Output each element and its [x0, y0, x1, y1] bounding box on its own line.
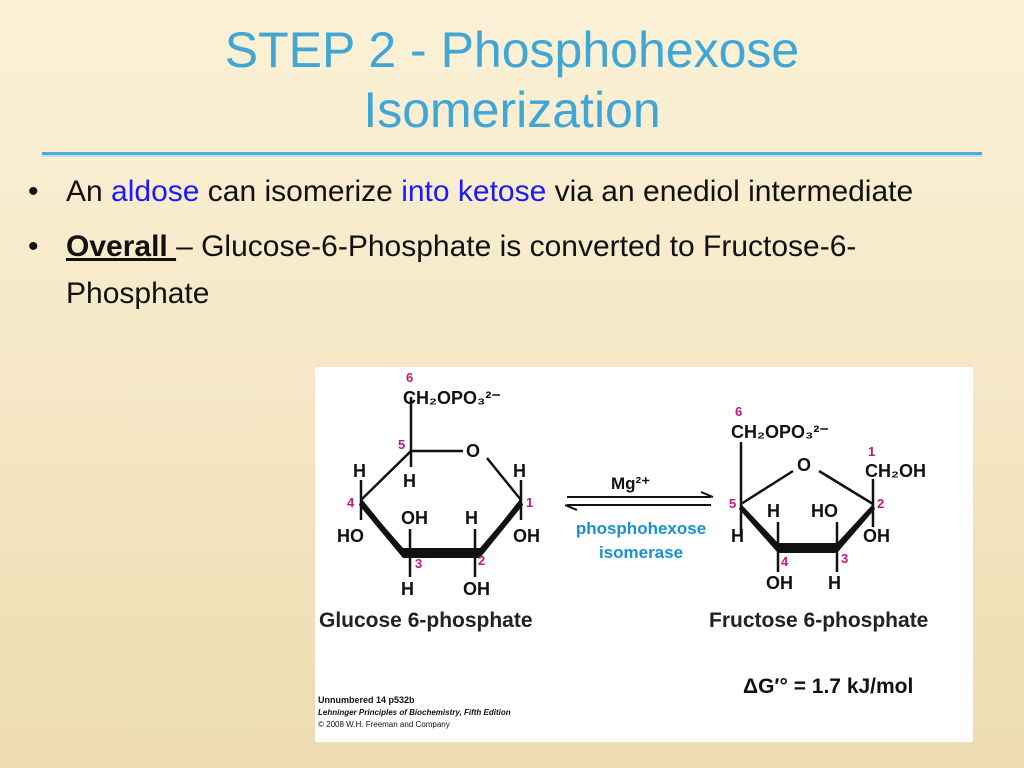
- highlight-aldose: aldose: [111, 175, 200, 208]
- cofactor-label: Mg²⁺: [611, 474, 651, 493]
- title-divider: [42, 152, 982, 157]
- glucose-ch2opo3-label: CH₂OPO₃²⁻: [403, 388, 501, 408]
- fructose-ch2opo3-label: CH₂OPO₃²⁻: [731, 422, 829, 442]
- glucose-wedge-left: [359, 500, 403, 558]
- bullet-text-2: [66, 223, 928, 317]
- bullet-item-2: [28, 223, 928, 317]
- glucose-c3-h: H: [401, 579, 414, 599]
- fructose-c4-h-top: H: [767, 501, 780, 521]
- fructose-ring-o: O: [797, 455, 812, 475]
- carbon-number-4: 4: [781, 554, 789, 569]
- carbon-number-4: 4: [347, 495, 355, 510]
- glucose-c5-h: H: [403, 471, 416, 491]
- carbon-number-3: 3: [415, 556, 423, 571]
- equilibrium-arrows: [565, 492, 713, 510]
- carbon-number-2: 2: [877, 496, 885, 511]
- bullet-list: [28, 168, 928, 325]
- enzyme-name-line1: phosphohexose: [575, 519, 707, 538]
- text-segment: can isomerize: [199, 175, 402, 208]
- glucose-c1-oh: OH: [513, 526, 540, 546]
- highlight-ketose: into ketose: [401, 175, 547, 208]
- caption-line-2: Lehninger Principles of Biochemistry, Fifth Edition: [318, 708, 511, 717]
- reaction-diagram: [315, 367, 973, 742]
- delta-g-label: ΔG′° = 1.7 kJ/mol: [743, 675, 914, 698]
- glucose-ring-o: O: [466, 441, 481, 461]
- title-line-2: Isomerization: [363, 82, 661, 138]
- text-segment: An: [66, 175, 112, 208]
- glucose-name: Glucose 6-phosphate: [319, 609, 533, 632]
- glucose-c2-oh: OH: [463, 579, 490, 599]
- caption-line-3: © 2008 W.H. Freeman and Company: [318, 720, 450, 729]
- slide-title: [0, 20, 1024, 140]
- carbon-number-3: 3: [841, 551, 849, 566]
- fructose-ring-bond: [741, 471, 793, 504]
- text-segment: – Glucose-6-Phosphate is converted to Fructose-6-Phosphate: [66, 230, 857, 310]
- bullet-dot: •: [28, 175, 39, 208]
- carbon-number-2: 2: [478, 553, 486, 568]
- glucose-c1-h: H: [513, 461, 526, 481]
- text-segment: via an enediol intermediate: [546, 175, 914, 208]
- bullet-dot: •: [28, 230, 39, 263]
- fructose-bold-bond: [778, 543, 837, 553]
- fructose-name: Fructose 6-phosphate: [709, 609, 929, 632]
- title-line-1: STEP 2 - Phosphohexose: [224, 22, 800, 78]
- glucose-c4-oh: HO: [337, 526, 364, 546]
- enzyme-name-line2: isomerase: [598, 543, 684, 562]
- fructose-c2-oh: OH: [863, 526, 890, 546]
- caption-line-1: Unnumbered 14 p532b: [318, 695, 415, 705]
- fructose-c5-h: H: [731, 526, 744, 546]
- glucose-c3-oh: OH: [401, 508, 428, 528]
- glucose-c4-h: H: [353, 461, 366, 481]
- fructose-c3-h: H: [828, 573, 841, 593]
- carbon-number-1: 1: [868, 444, 876, 459]
- bullet-text-1: [66, 168, 913, 215]
- overall-label: Overall: [66, 230, 177, 263]
- carbon-number-5: 5: [729, 496, 737, 511]
- carbon-number-6: 6: [735, 404, 743, 419]
- fructose-ch2oh-label: CH₂OH: [865, 461, 926, 481]
- fructose-labels: [731, 422, 926, 593]
- reaction-figure: [315, 367, 973, 742]
- fructose-c4-oh: OH: [766, 573, 793, 593]
- carbon-number-1: 1: [526, 495, 534, 510]
- glucose-c2-h: H: [465, 508, 478, 528]
- carbon-number-6: 6: [406, 370, 414, 385]
- fructose-c3-ho: HO: [811, 501, 838, 521]
- bullet-item-1: [28, 168, 928, 215]
- carbon-number-5: 5: [398, 437, 406, 452]
